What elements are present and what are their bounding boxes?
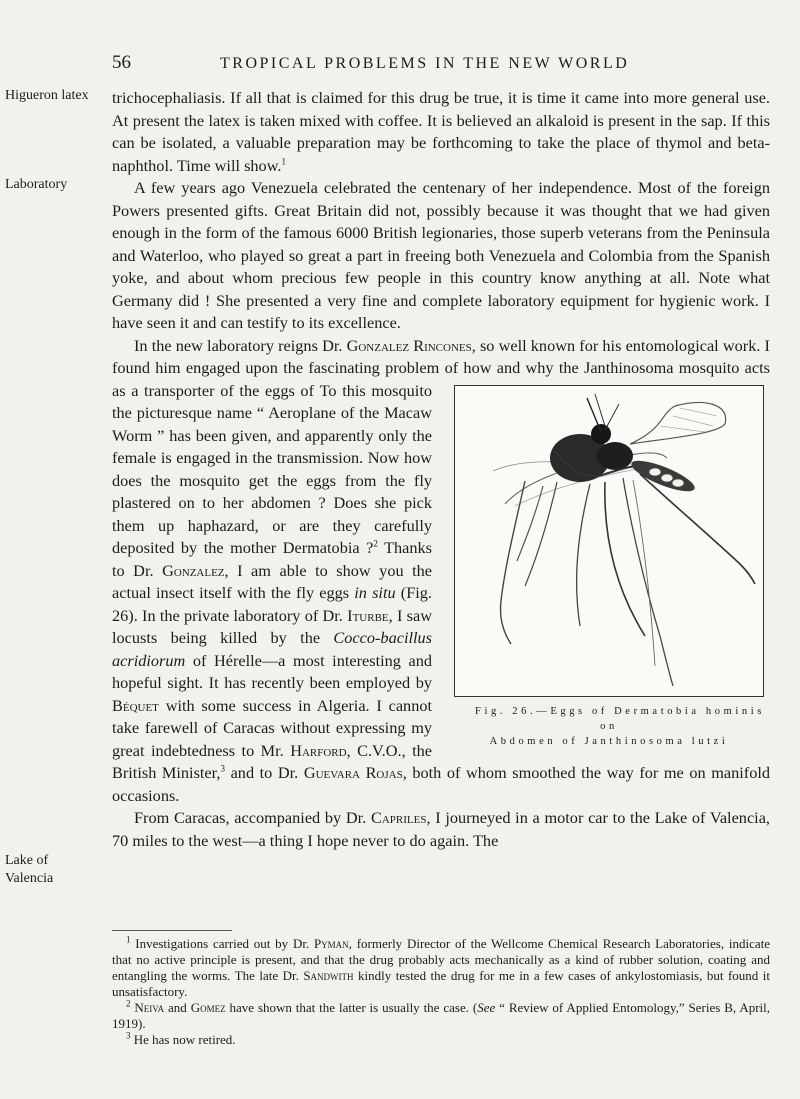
name-gonzalez-rincones: Gonzalez Rincones [346, 335, 472, 355]
page-number: 56 [112, 52, 131, 73]
footnotes [112, 936, 770, 1048]
paragraph-new-laboratory: In the new laboratory reigns Dr. Gonzalez Rincones, so well known for his entomological work. I found him engaged upon the fascinating problem of how and why the Janthinosoma mosquito acts as a transporter of the eggs of Fig. 26.—Eggs of Dermatobia hominis on Abdomen of Janthinosoma lutzi To this mosquito the picturesque name “ Aeroplane of the Macaw Worm ” has been given, and apparently only the female is engaged in the transmission. Now how does the mosquito get the eggs from the fly plastered on to her abdomen ? Does she pick them up haphazard, or are they carefully deposited by the mother Dermatobia ?$^2$ Thanks to Dr. Gonzalez, I am able to show you the actual insect itself with the fly eggs in situ (Fig. 26). In the private laboratory of Dr. Iturbe, I saw locusts being killed by the Cocco-bacillus acridiorum of Hérelle—a most interesting and hopeful sight. It has recently been employed by Béquet with some success in Algeria. I cannot take farewell of Caracas without expressing my great indebtedness to Mr. Harford, C.V.O., the British Minister,$^3$ and to Dr. Guevara Rojas, both of whom smoothed the way for me on manifold occasions. [112, 335, 770, 805]
italic-in-situ: in situ [354, 583, 396, 602]
name-harford: Harford [290, 740, 347, 760]
name-gonzalez: Gonzalez [162, 560, 225, 580]
margin-note-higueron-latex: Higueron latex [5, 88, 89, 103]
caption-line-2: Abdomen of Janthinosoma lutzi [489, 735, 729, 747]
figure-26 [448, 385, 770, 749]
caption-line-1: Fig. 26.—Eggs of Dermatobia hominis on [475, 705, 765, 732]
footnote-2: $^2$ Neiva and Gomez have shown that the latter is usually the case. (See “ Review of Applied Entomology,” Series B, April, 1919). [112, 998, 771, 1031]
name-bequet: Béquet [112, 695, 159, 715]
name-capriles: Capriles [370, 808, 427, 827]
name-guevara-rojas: Guevara Rojas [303, 763, 403, 782]
footnote-ref-1: 1 [281, 156, 286, 167]
name-sandwith: Sandwith [303, 968, 354, 983]
name-neiva: Neiva [134, 1000, 165, 1015]
footnote-1: $^1$ Investigations carried out by Dr. Pyman, formerly Director of the Wellcome Chemical Research Laboratories, indicate that no active principle is present, and that the drug probably acts mechanically as a kind of rubber solution, coating and entangling the worms. The late Dr. Sandwith kindly tested the drug for me in a few cases of ankylostomiasis, but found it unsatisfactory. [112, 934, 770, 999]
italic-cocco-bacillus: Cocco-bacillus acridiorum [112, 628, 432, 670]
name-iturbe: Iturbe [347, 605, 389, 625]
mosquito-illustration [455, 386, 763, 696]
name-gomez: Gomez [190, 1000, 226, 1015]
italic-see: See [477, 1000, 496, 1015]
footnote-ref-2: 2 [373, 538, 378, 549]
figure-photo-box [454, 385, 764, 697]
paragraph-laboratory: A few years ago Venezuela celebrated the centenary of her independence. Most of the foreign Powers presented gifts. Great Britain did not, possibly because it was thought that we had given enough in the form of the famous 6000 British legionaries, those superb veterans from the Peninsula and Waterloo, who played so great a part in freeing both Venezuela and Colombia from the Spanish yoke, and about whom precious few people in this country know anything at all. Note what Germany did ! She presented a very fine and complete laboratory equipment for hygienic work. I have seen it and can testify to its excellence. [112, 178, 770, 332]
figure-caption [448, 704, 770, 749]
margin-note-lake-of-valencia: Lake of Valencia [5, 853, 54, 886]
body-text [112, 87, 770, 852]
footnote-3: $^3$ He has now retired. [126, 1030, 236, 1047]
paragraph-lake-of-valencia: From Caracas, accompanied by Dr. Capriles, I journeyed in a motor car to the Lake of Valencia, 70 miles to the west—a thing I hope never to do again. The [112, 808, 770, 850]
running-head: TROPICAL PROBLEMS IN THE NEW WORLD [220, 55, 630, 72]
margin-note-laboratory: Laboratory [5, 177, 68, 192]
footnote-divider [112, 930, 232, 931]
paragraph-higueron: trichocephaliasis. If all that is claimed for this drug be true, it is time it came into more general use. At present the latex is taken mixed with coffee. It is believed an alkaloid is present in the sap. If this can be isolated, a valuable preparation may be forthcoming to take the place of thymol and beta-naphthol. Time will show.$^1$ [112, 88, 770, 175]
name-pyman: Pyman [313, 936, 349, 951]
footnote-ref-3: 3 [220, 763, 225, 774]
